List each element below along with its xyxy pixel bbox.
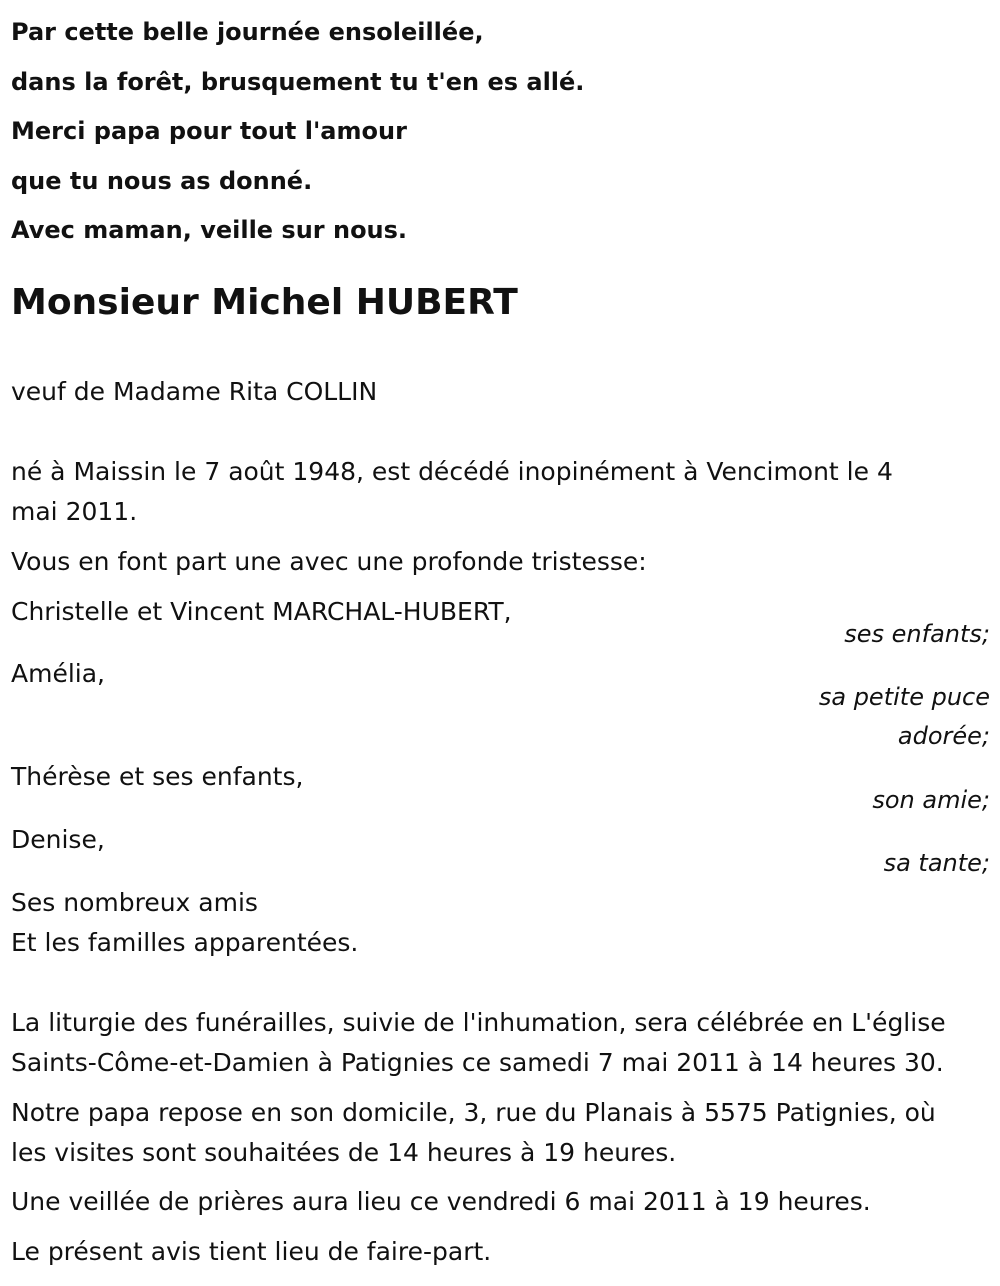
notice-line: Le présent avis tient lieu de faire-part. (11, 1237, 492, 1266)
liturgy-line: La liturgie des funérailles, suivie de l'inhumation, sera célébrée en L'église (11, 1008, 946, 1037)
poem-line: dans la forêt, brusquement tu t'en es allé. (11, 67, 585, 96)
poem-line: Par cette belle journée ensoleillée, (11, 18, 484, 46)
family-member-name: Christelle et Vincent MARCHAL-HUBERT, (11, 597, 512, 626)
family-member-relation: son amie; (872, 786, 990, 814)
family-member-relation: sa tante; (883, 849, 990, 877)
birth-death-line-cont: mai 2011. (11, 497, 138, 526)
family-member-name: Amélia, (11, 659, 105, 688)
family-member-relation: sa petite puce (818, 683, 990, 711)
liturgy-line-cont: Saints-Côme-et-Damien à Patignies ce samedi 7 mai 2011 à 14 heures 30. (11, 1048, 944, 1077)
friends-line: Ses nombreux amis (11, 888, 258, 917)
poem-line: Avec maman, veille sur nous. (11, 216, 408, 244)
poem-line: Merci papa pour tout l'amour (11, 117, 407, 145)
family-member-relation: ses enfants; (844, 620, 990, 648)
birth-death-line: né à Maissin le 7 août 1948, est décédé inopinément à Vencimont le 4 (11, 457, 893, 486)
deceased-name: Monsieur Michel HUBERT (11, 282, 518, 323)
family-member-relation-cont: adorée; (897, 722, 990, 750)
poem-line: que tu nous as donné. (11, 166, 313, 195)
families-line: Et les familles apparentées. (11, 928, 359, 957)
announcement-intro: Vous en font part une avec une profonde tristesse: (11, 547, 647, 576)
vigil-line: Une veillée de prières aura lieu ce vendredi 6 mai 2011 à 19 heures. (11, 1187, 871, 1216)
family-member-name: Denise, (11, 825, 105, 854)
family-member-name: Thérèse et ses enfants, (11, 762, 304, 791)
poem (11, 8, 584, 256)
widower-line: veuf de Madame Rita COLLIN (11, 377, 378, 406)
visits-line: Notre papa repose en son domicile, 3, rue du Planais à 5575 Patignies, où (11, 1098, 936, 1127)
visits-line-cont: les visites sont souhaitées de 14 heures à 19 heures. (11, 1138, 677, 1167)
